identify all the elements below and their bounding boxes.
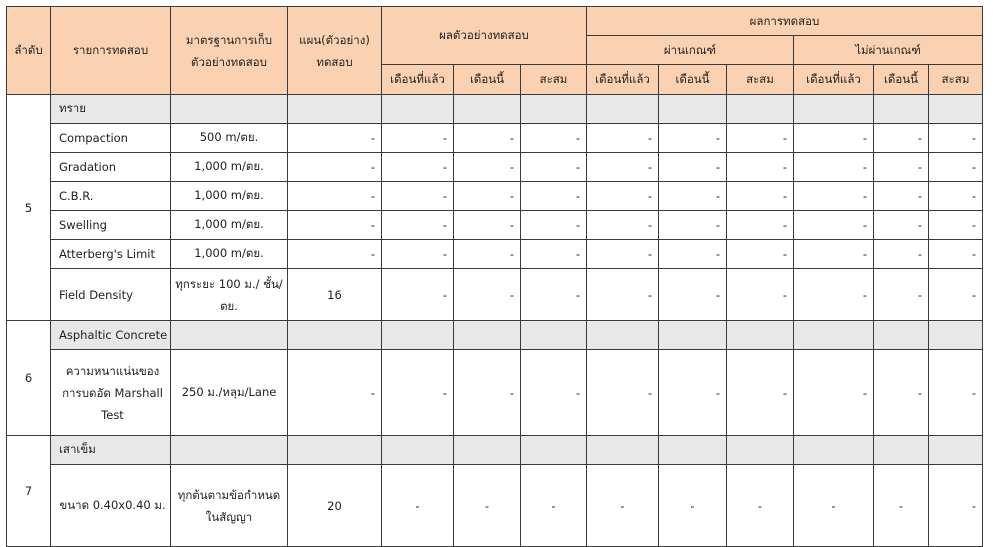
- category-label: Asphaltic Concrete: [51, 321, 171, 350]
- sample-cumulative: -: [521, 350, 587, 436]
- category-label: เสาเข็ม: [51, 436, 171, 465]
- header-sample-result: ผลตัวอย่างทดสอบ: [382, 7, 587, 65]
- item-name: Atterberg's Limit: [51, 240, 171, 269]
- item-name: C.B.R.: [51, 182, 171, 211]
- sample-last-month: -: [382, 240, 454, 269]
- pass-this-month: -: [659, 182, 727, 211]
- sample-last-month: -: [382, 269, 454, 321]
- sample-cumulative: -: [521, 124, 587, 153]
- header-test-result: ผลการทดสอบ: [587, 7, 983, 36]
- header-fail-cumulative: สะสม: [929, 65, 983, 95]
- fail-cumulative: -: [929, 240, 983, 269]
- sample-last-month: -: [382, 124, 454, 153]
- item-name: Gradation: [51, 153, 171, 182]
- pass-cumulative: -: [727, 465, 794, 547]
- item-standard: 1,000 m/ตย.: [171, 240, 288, 269]
- table-row: [7, 350, 983, 436]
- fail-this-month: -: [874, 240, 929, 269]
- pass-last-month: -: [587, 153, 659, 182]
- header-pass-cumulative: สะสม: [727, 65, 794, 95]
- sample-this-month: -: [454, 124, 521, 153]
- table-header: [7, 7, 983, 95]
- header-sample-last-month: เดือนที่แล้ว: [382, 65, 454, 95]
- item-standard: 1,000 m/ตย.: [171, 153, 288, 182]
- header-items: รายการทดสอบ: [51, 7, 171, 95]
- table-row: [7, 240, 983, 269]
- pass-last-month: -: [587, 350, 659, 436]
- fail-last-month: -: [794, 153, 874, 182]
- pass-last-month: -: [587, 240, 659, 269]
- sample-cumulative: -: [521, 240, 587, 269]
- header-order: ลำดับ: [7, 7, 51, 95]
- item-standard: ทุกระยะ 100 ม./ ชั้น/ตย.: [171, 269, 288, 321]
- pass-this-month: -: [659, 124, 727, 153]
- item-plan: -: [288, 211, 382, 240]
- pass-cumulative: -: [727, 211, 794, 240]
- pass-last-month: -: [587, 211, 659, 240]
- test-results-table: [6, 6, 983, 547]
- header-fail: ไม่ผ่านเกณฑ์: [794, 36, 983, 65]
- fail-cumulative: -: [929, 182, 983, 211]
- item-plan: -: [288, 350, 382, 436]
- fail-cumulative: -: [929, 211, 983, 240]
- fail-last-month: -: [794, 465, 874, 547]
- fail-this-month: -: [874, 211, 929, 240]
- item-plan: -: [288, 124, 382, 153]
- item-plan: -: [288, 153, 382, 182]
- fail-cumulative: -: [929, 124, 983, 153]
- fail-this-month: -: [874, 182, 929, 211]
- sample-last-month: -: [382, 465, 454, 547]
- fail-cumulative: -: [929, 465, 983, 547]
- pass-cumulative: -: [727, 182, 794, 211]
- fail-this-month: -: [874, 350, 929, 436]
- header-sample-cumulative: สะสม: [521, 65, 587, 95]
- category-row: [7, 321, 983, 350]
- item-standard: 1,000 m/ตย.: [171, 211, 288, 240]
- header-fail-this-month: เดือนนี้: [874, 65, 929, 95]
- sample-this-month: -: [454, 240, 521, 269]
- fail-this-month: -: [874, 153, 929, 182]
- sample-cumulative: -: [521, 269, 587, 321]
- pass-this-month: -: [659, 240, 727, 269]
- pass-cumulative: -: [727, 350, 794, 436]
- category-row: [7, 95, 983, 124]
- sample-this-month: -: [454, 269, 521, 321]
- pass-this-month: -: [659, 350, 727, 436]
- group-number: 7: [7, 436, 51, 547]
- sample-this-month: -: [454, 182, 521, 211]
- sample-this-month: -: [454, 465, 521, 547]
- fail-last-month: -: [794, 269, 874, 321]
- pass-this-month: -: [659, 269, 727, 321]
- item-standard: 1,000 m/ตย.: [171, 182, 288, 211]
- fail-last-month: -: [794, 240, 874, 269]
- pass-last-month: -: [587, 124, 659, 153]
- sample-this-month: -: [454, 211, 521, 240]
- table-row: [7, 211, 983, 240]
- fail-last-month: -: [794, 350, 874, 436]
- pass-this-month: -: [659, 465, 727, 547]
- fail-cumulative: -: [929, 269, 983, 321]
- item-standard: ทุกต้นตามข้อกำหนดในสัญญา: [171, 465, 288, 547]
- table-row: [7, 182, 983, 211]
- fail-cumulative: -: [929, 350, 983, 436]
- header-standard: มาตรฐานการเก็บตัวอย่างทดสอบ: [171, 7, 288, 95]
- pass-cumulative: -: [727, 269, 794, 321]
- item-plan: -: [288, 182, 382, 211]
- sample-cumulative: -: [521, 153, 587, 182]
- pass-this-month: -: [659, 211, 727, 240]
- sample-last-month: -: [382, 211, 454, 240]
- item-name: Swelling: [51, 211, 171, 240]
- item-name: Field Density: [51, 269, 171, 321]
- pass-cumulative: -: [727, 124, 794, 153]
- pass-cumulative: -: [727, 240, 794, 269]
- pass-cumulative: -: [727, 153, 794, 182]
- fail-last-month: -: [794, 124, 874, 153]
- table-row: [7, 269, 983, 321]
- fail-this-month: -: [874, 269, 929, 321]
- sample-last-month: -: [382, 182, 454, 211]
- table-row: [7, 153, 983, 182]
- table-row: [7, 124, 983, 153]
- category-row: [7, 436, 983, 465]
- sample-this-month: -: [454, 350, 521, 436]
- header-fail-last-month: เดือนที่แล้ว: [794, 65, 874, 95]
- fail-last-month: -: [794, 211, 874, 240]
- sample-cumulative: -: [521, 211, 587, 240]
- item-plan: 20: [288, 465, 382, 547]
- sample-last-month: -: [382, 153, 454, 182]
- fail-last-month: -: [794, 182, 874, 211]
- fail-cumulative: -: [929, 153, 983, 182]
- pass-last-month: -: [587, 465, 659, 547]
- pass-this-month: -: [659, 153, 727, 182]
- item-standard: 250 ม./หลุม/Lane: [171, 350, 288, 436]
- header-pass-last-month: เดือนที่แล้ว: [587, 65, 659, 95]
- item-name: ความหนาแน่นของการบดอัด Marshall Test: [51, 350, 171, 436]
- pass-last-month: -: [587, 182, 659, 211]
- item-name: Compaction: [51, 124, 171, 153]
- item-plan: 16: [288, 269, 382, 321]
- item-standard: 500 m/ตย.: [171, 124, 288, 153]
- item-plan: -: [288, 240, 382, 269]
- table-row: [7, 465, 983, 547]
- group-number: 6: [7, 321, 51, 436]
- header-pass-this-month: เดือนนี้: [659, 65, 727, 95]
- sample-last-month: -: [382, 350, 454, 436]
- header-plan: แผน(ตัวอย่าง) ทดสอบ: [288, 7, 382, 95]
- category-label: ทราย: [51, 95, 171, 124]
- sample-this-month: -: [454, 153, 521, 182]
- sample-cumulative: -: [521, 465, 587, 547]
- group-number: 5: [7, 95, 51, 321]
- header-pass: ผ่านเกณฑ์: [587, 36, 794, 65]
- table-body: [7, 95, 983, 547]
- fail-this-month: -: [874, 124, 929, 153]
- fail-this-month: -: [874, 465, 929, 547]
- pass-last-month: -: [587, 269, 659, 321]
- item-name: ขนาด 0.40x0.40 ม.: [51, 465, 171, 547]
- sample-cumulative: -: [521, 182, 587, 211]
- header-sample-this-month: เดือนนี้: [454, 65, 521, 95]
